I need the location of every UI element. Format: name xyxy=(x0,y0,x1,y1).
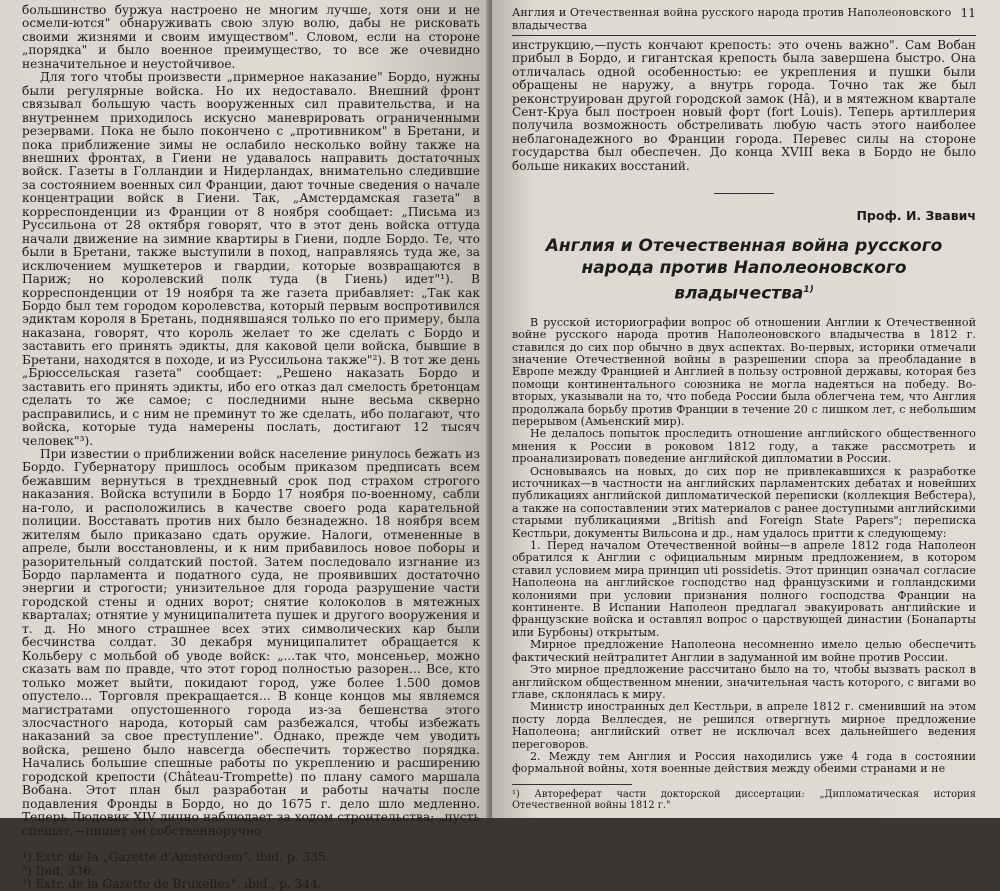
right-footnote: ¹) Автореферат части докторской диссертации: „Дипломатическая история Отечественной войны 1812 г." xyxy=(512,788,976,812)
left-footnote-3: ³) Extr. de la Gazette de Bruxelles", ibid., p. 344. xyxy=(22,877,322,891)
article-paragraph-5: Мирное предложение Наполеона несомненно имело целью обеспечить фактический нейтралитет Англии в задуманной им войне против России. xyxy=(512,638,976,664)
left-footnote-rule xyxy=(22,846,142,847)
left-paragraph-2: Для того чтобы произвести „примерное наказание" Бордо, нужны были регулярные войска. Но их недоставало. Внешний фронт связывал большую часть вооруженных сил правительства, и на внутреннем приходилось искусно маневрировать ограниченными резервами. Пока не было покончено с „противником" в Бретани, и пока приближение зимы не ослабило несколько войну также на внешних фронтах, в Гиени не удавалось направить достаточных войск. Газеты в Голландии и Нидерландах, внимательно следившие за состоянием военных сил Франции, дают точные сведения о начале концентрации войск в Гиени. Так, „Амстердамская газета" в корреспонденции из Франции от 8 ноября сообщает: „Письма из Руссильона от 28 октября говорят, что в этот день войска оттуда начали движение на зимние квартиры в Гиени, подле Бордо. Те, что были в Бретани, также выступили в поход, направляясь туда же, за исключением мушкетеров и гвардии, которые возвращаются в Париж; но королевский полк туда (в Гиень) идет"¹). В корреспонденции от 19 ноября та же газета прибавляет: „Так как Бордо был тем городом королевства, который первым воспротивился эдиктам короля в Бретань, поднявшаяся только по его примеру, была наказана, говорят, что король желает то же сделать с Бордо и заставить его принять эдикты, для каковой цели войска, бывшие в Бретани, находятся в походе, и из Руссильона также"²). В тот же день „Брюссельская газета" сообщает: „Решено наказать Бордо и заставить его принять эдикты, ибо его отказ дал смелость бретонцам сделать то же самое; с последними ныне весьма скверно расправились, и с ним не преминут то же сделать, ибо полагают, что войска, которые туда намерены послать, достигают 12 тысяч человек"³). xyxy=(22,70,480,448)
article-title xyxy=(512,235,976,305)
article-paragraph-7: Министр иностранных дел Кестльри, в апреле 1812 г. сменивший на этом посту лорда Веллесдея, не решился отвергнуть мирное предложение Наполеона; английский ответ не исключал всех дальнейшего ведения переговоров. xyxy=(512,700,976,751)
article-paragraph-8: 2. Между тем Англия и Россия находились уже 4 года в состоянии формальной войны, хотя военные действия между обеими странами и не xyxy=(512,749,976,776)
left-footnote-1: ¹) Extr. de la „Gazette d'Amsterdam", ibid, p. 335. xyxy=(22,850,330,865)
article-paragraph-3: Основываясь на новых, до сих пор не привлекавшихся к разработке источниках—в частности на английских парламентских дебатах и новейших публикациях английской дипломатической переписки (коллекция Вебстера), а также на сопоставлении этих материалов с ранее доступными английскими старыми публикациями „British and Foreign State Papers"; переписка Кестльри, документы Вильсона и др., нам удалось притти к следующему: xyxy=(512,464,976,540)
left-footnote-2: ²) Ibid, 336. xyxy=(22,863,95,878)
right-footnote-rule xyxy=(512,784,632,785)
left-body xyxy=(22,4,480,838)
article-paragraph-1: В русской историографии вопрос об отношении Англии к Отечественной войне русского народа против Наполеоновского владычества в 1812 г. ставился до сих пор обычно в двух аспектах. Во-первых, историки отмечали значение Отечественной войны в разрешении спора за преобладание в Европе между Францией и Англией в пользу островной державы, которая без помощи континентального союзника не могла надеяться на победу. Во-вторых, указывали на то, что победа России была облегчена тем, что Англия продолжала борьбу против Франции в течение 20 с лишком лет, с небольшим перерывом (Амьенский мир). xyxy=(512,315,976,428)
article-body xyxy=(512,317,976,776)
right-page xyxy=(492,0,1000,818)
left-paragraph-1: большинство буржуа настроено не многим лучше, хотя они и не осмели-ются" обнаруживать свою злую волю, дабы не рисковать своими жизнями и своим имуществом". Словом, если на стороне „порядка" и было военное преимущество, то все же очевидно незначительное и неустойчивое. xyxy=(22,3,480,71)
article-paragraph-6: Это мирное предложение рассчитано было на то, чтобы вызвать раскол в английском общественном мнении, значительная часть которого, с вигами во главе, склонялась к миру. xyxy=(512,663,976,701)
left-paragraph-3: При известии о приближении войск население ринулось бежать из Бордо. Губернатору пришлось особым приказом предписать всем бежавшим вернуться в трехдневный срок под страхом строгого наказания. Войска вступили в Бордо 17 ноября по-военному, сабли на-голо, и расположились в качестве своего рода карательной полиции. Восставать против них было безнадежно. 18 ноября всем жителям было приказано сдать оружие. Налоги, отмененные в апреле, были восстановлены, и к ним прибавилось новое поборы и разорительный солдатский постой. Затем последовало изгнание из Бордо парламента и податного суда, не проявивших достаточно энергии и строгости; унизительное для города разрушение части городской стены и одних ворот; снятие колоколов в мятежных кварталах; отнятие у муниципалитета пушек и другого вооружения и т. д. Но много страшнее всех этих символических кар были бесчинства солдат. 30 декабря муниципалитет обращается к Кольберу с мольбой об уводе войск: „...так что, монсеньер, можно сказать вам по правде, что этот город полностью разорен... Все, кто только может выйти, покидают город, уже более 1.500 домов опустело... Торговля прекращается... В конце концов мы являемся магистратами опустошенного города из-за бешенства этого злосчастного народа, который сам разбежался, чтобы избежать наказаний за свое преступление". Однако, прежде чем уводить войска, решено было навсегда обеспечить торжество порядка. Начались большие спешные работы по укреплению и расширению городской крепости (Château-Trompette) по плану самого маршала Вобана. Этот план был разработан и работы начаты после подавления Фронды в Бордо, но до 1675 г. дело шло медленно. Теперь Людовик XIV лично наблюдает за ходом строительства; „пусть спешат,—пишет он собственноручно xyxy=(22,446,480,838)
article-title-text: Англия и Отечественная война русского народа против Наполеоновского владычества xyxy=(545,236,943,304)
article-author: Проф. И. Звавич xyxy=(856,208,976,224)
running-head-title: Англия и Отечественная война русского народа против Наполеоновского владычества xyxy=(512,6,952,32)
running-head xyxy=(512,6,976,36)
left-page xyxy=(0,0,492,891)
right-top-paragraph: инструкцию,—пусть кончают крепость: это очень важно". Сам Вобан прибыл в Бордо, и гигантская крепость была завершена быстро. Она отличалась одной особенностью: ее укрепления и пушки были обращены не наружу, а внутрь города. Точно так же был реконструирован другой городской замок (Hâ), и в мятежном квартале Сент-Круа был построен новый форт (fort Louis). Теперь артиллерия получила возможность обстреливать любую часть этого наиболее неблагонадежного во Франции города. Перевес силы на стороне государства был обеспечен. До конца XVIII века в Бордо не было больше никаких восстаний. xyxy=(512,38,976,173)
article-paragraph-2: Не делалось попыток проследить отношение английского общественного мнения к России в роковом 1812 году, а также рассмотреть и проанализировать поведение английской дипломатии в России. xyxy=(512,427,976,466)
article-paragraph-4: 1. Перед началом Отечественной войны—в апреле 1812 года Наполеон обратился к Англии с официальным мирным предложением, в котором ставил условием мира принцип uti possidetis. Этот принцип означал согласие Наполеона на английское господство над французскими и голландскими колониями при условии признания полного господства Франции на континенте. В Испании Наполеон предлагал эвакуировать английские и французские войска и оставлял вопрос о царствующей династии (Бонапарты или Бурбоны) открытым. xyxy=(512,539,976,639)
article-title-footnote-mark: 1) xyxy=(803,285,814,296)
page-number: 11 xyxy=(960,6,976,20)
section-divider xyxy=(714,193,774,194)
